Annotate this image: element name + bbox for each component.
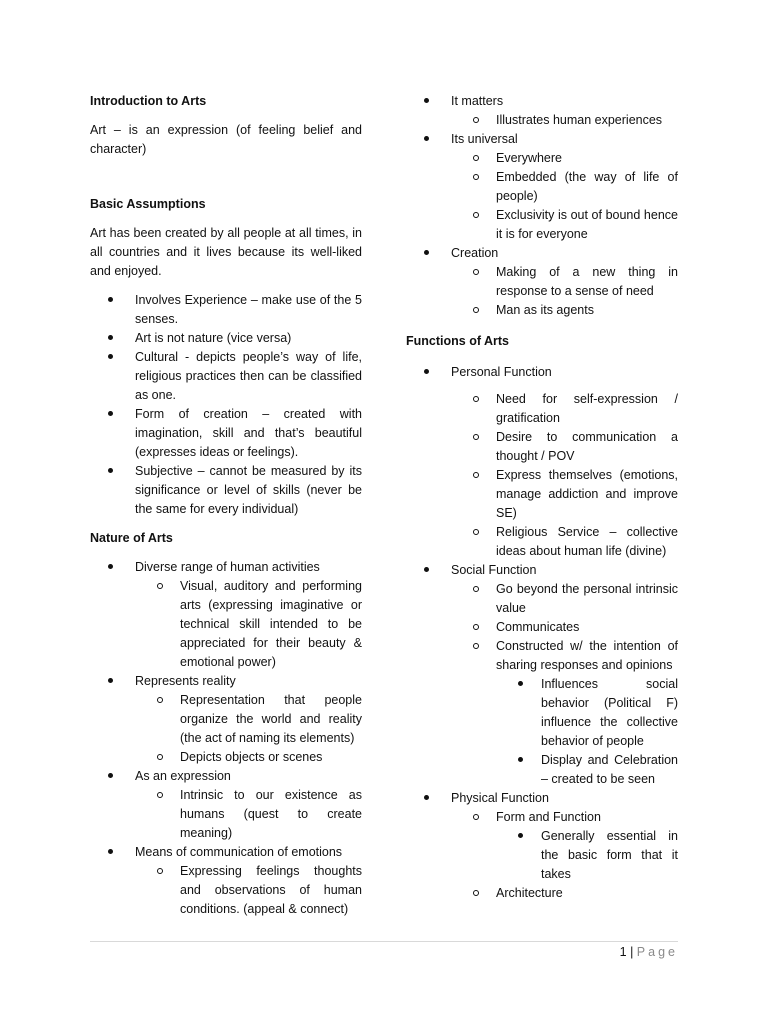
circle-bullet-icon [135, 691, 180, 748]
assumptions-list [90, 291, 362, 519]
circle-bullet-icon [451, 618, 496, 637]
circle-bullet-icon [451, 637, 496, 675]
bullet-icon [406, 789, 451, 808]
bullet-icon [406, 244, 451, 263]
bullet-icon [90, 329, 135, 348]
sub-list-item: Religious Service – collective ideas about human life (divine) [451, 523, 678, 561]
circle-bullet-icon [135, 786, 180, 843]
circle-bullet-icon [451, 428, 496, 466]
sub-list-item: Express themselves (emotions, manage addiction and improve SE) [451, 466, 678, 523]
list-item: Represents reality Representation that people organize the world and reality (the act of naming its elements) Depicts objects or scenes [90, 672, 362, 767]
sub-list-item: Desire to communication a thought / POV [451, 428, 678, 466]
list-item: Diverse range of human activities Visual, auditory and performing arts (expressing imaginative or technical skill intended to be appreciated for their beauty & emotional power) [90, 558, 362, 672]
nature-list [90, 558, 362, 919]
sub-list-item: Constructed w/ the intention of sharing responses and opinions Influences social behavior (Political F) influence the collective behavior of people Display and Celebration – created to be seen [451, 637, 678, 789]
circle-bullet-icon [451, 301, 496, 320]
circle-bullet-icon [135, 748, 180, 767]
square-bullet-icon [496, 675, 541, 751]
list-item: As an expression Intrinsic to our existence as humans (quest to create meaning) [90, 767, 362, 843]
square-bullet-icon [496, 827, 541, 884]
list-item: It matters Illustrates human experiences [406, 92, 678, 130]
bullet-icon [90, 405, 135, 462]
sub-list-item: Embedded (the way of life of people) [451, 168, 678, 206]
circle-bullet-icon [451, 523, 496, 561]
sub-list-item: Representation that people organize the world and reality (the act of naming its elements) [135, 691, 362, 748]
intro-heading: Introduction to Arts [90, 94, 207, 108]
assumptions-heading: Basic Assumptions [90, 197, 206, 211]
list-item: Form of creation – created with imagination, skill and that’s beautiful (expresses ideas or feelings). [90, 405, 362, 462]
list-item: Creation Making of a new thing in response to a sense of need Man as its agents [406, 244, 678, 320]
list-item: Subjective – cannot be measured by its significance or level of skills (never be the same for every individual) [90, 462, 362, 519]
sub-list-item: Form and Function Generally essential in the basic form that it takes [451, 808, 678, 884]
sub-list-item: Architecture [451, 884, 678, 903]
circle-bullet-icon [451, 466, 496, 523]
top-list [406, 92, 678, 320]
sub-list-item: Making of a new thing in response to a sense of need [451, 263, 678, 301]
circle-bullet-icon [451, 206, 496, 244]
sub-list-item: Visual, auditory and performing arts (expressing imaginative or technical skill intended to be appreciated for their beauty & emotional power) [135, 577, 362, 672]
page-label: Page [636, 945, 678, 959]
sub-list-item: Everywhere [451, 149, 678, 168]
bullet-icon [90, 767, 135, 786]
sub-list-item: Expressing feelings thoughts and observations of human conditions. (appeal & connect) [135, 862, 362, 919]
assumptions-paragraph: Art has been created by all people at all times, in all countries and it lives because its well-liked and enjoyed. [90, 226, 362, 278]
bullet-icon [406, 363, 451, 382]
sub-list-item: Need for self-expression / gratification [451, 390, 678, 428]
circle-bullet-icon [451, 808, 496, 827]
list-item: Physical Function Form and Function Generally essential in the basic form that it takes Architecture [406, 789, 678, 903]
footer-separator: | [630, 945, 634, 959]
sub-list-item: Depicts objects or scenes [135, 748, 362, 767]
list-item: Social Function Go beyond the personal intrinsic value Communicates Constructed w/ the intention of sharing responses and opinions Influences social behavior (Political F) influence the collective behavior of people Display and Celebration – created to be seen [406, 561, 678, 789]
sub-list-item: Communicates [451, 618, 678, 637]
list-item: Its universal Everywhere Embedded (the way of life of people) Exclusivity is out of bound hence it is for everyone [406, 130, 678, 244]
sub-sub-list-item: Generally essential in the basic form that it takes [496, 827, 678, 884]
bullet-icon [90, 843, 135, 862]
circle-bullet-icon [135, 862, 180, 919]
bullet-icon [406, 561, 451, 580]
sub-sub-list-item: Display and Celebration – created to be seen [496, 751, 678, 789]
circle-bullet-icon [135, 577, 180, 672]
page-number: 1 [619, 945, 627, 959]
list-item: Cultural - depicts people’s way of life, religious practices then can be classified as one. [90, 348, 362, 405]
circle-bullet-icon [451, 884, 496, 903]
page-footer [620, 943, 678, 962]
square-bullet-icon [496, 751, 541, 789]
circle-bullet-icon [451, 263, 496, 301]
functions-list [406, 363, 678, 903]
sub-list-item: Go beyond the personal intrinsic value [451, 580, 678, 618]
list-item: Means of communication of emotions Expressing feelings thoughts and observations of human conditions. (appeal & connect) [90, 843, 362, 919]
bullet-icon [90, 348, 135, 405]
bullet-icon [90, 462, 135, 519]
functions-heading: Functions of Arts [406, 334, 510, 348]
sub-list-item: Intrinsic to our existence as humans (quest to create meaning) [135, 786, 362, 843]
bullet-icon [90, 291, 135, 329]
circle-bullet-icon [451, 168, 496, 206]
circle-bullet-icon [451, 149, 496, 168]
sub-list-item: Illustrates human experiences [451, 111, 678, 130]
bullet-icon [90, 672, 135, 691]
left-column [90, 92, 362, 919]
bullet-icon [406, 130, 451, 149]
list-item: Art is not nature (vice versa) [90, 329, 362, 348]
nature-heading: Nature of Arts [90, 531, 173, 545]
footer-divider [90, 941, 678, 942]
list-item: Involves Experience – make use of the 5 senses. [90, 291, 362, 329]
circle-bullet-icon [451, 390, 496, 428]
list-item: Personal Function Need for self-expression / gratification Desire to communication a thought / POV Express themselves (emotions, manage addiction and improve SE) Religious Service – collective ideas about human life (divine) [406, 363, 678, 561]
sub-sub-list-item: Influences social behavior (Political F) influence the collective behavior of people [496, 675, 678, 751]
right-column [406, 92, 678, 903]
sub-list-item: Man as its agents [451, 301, 678, 320]
intro-definition: Art – is an expression (of feeling belief and character) [90, 123, 362, 156]
sub-list-item: Exclusivity is out of bound hence it is for everyone [451, 206, 678, 244]
bullet-icon [406, 92, 451, 111]
circle-bullet-icon [451, 111, 496, 130]
circle-bullet-icon [451, 580, 496, 618]
bullet-icon [90, 558, 135, 577]
